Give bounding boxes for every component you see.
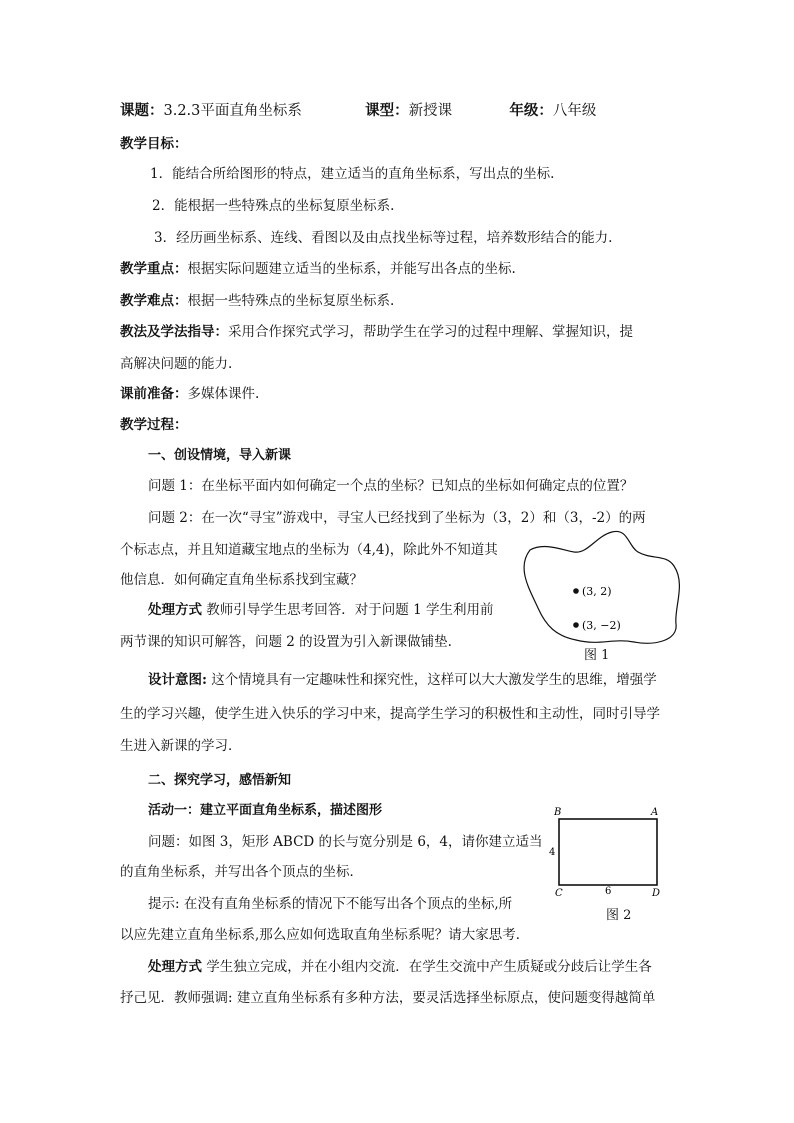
section2-title: 二、探究学习，感悟新知: [148, 773, 292, 788]
objective-item-3: 3．经历画坐标系、连线、看图以及由点找坐标等过程，培养数形结合的能力.: [154, 230, 613, 246]
section2-handle-label: 处理方式: [148, 959, 202, 975]
key-point-text: 根据实际问题建立适当的坐标系，并能写出各点的坐标.: [187, 261, 516, 277]
section2-q-line2: 的直角坐标系，并写出各个顶点的坐标．: [120, 864, 363, 880]
section2-handle-line1: [148, 957, 652, 977]
section1-q2-line3: 他信息．如何确定直角坐标系找到宝藏？: [120, 572, 363, 588]
point-3-2: [573, 588, 579, 594]
section1-intent-line1: [148, 670, 657, 690]
section1-q2-line2: 个标志点，并且知道藏宝地点的坐标为（4,4)，除此外不知道其: [120, 542, 498, 558]
method-line-2: 高解决问题的能力.: [120, 356, 233, 372]
height-label: 4: [549, 847, 556, 858]
section1-intent-line3: 生进入新课的学习．: [120, 738, 242, 754]
section1-handle-line2: 两节课的知识可解答，问题 2 的设置为引入新课做铺垫.: [120, 634, 452, 650]
section1-handle-text: 教师引导学生思考回答．对于问题 1 学生利用前: [206, 602, 494, 618]
vertex-d-label: D: [652, 888, 661, 899]
section2-hint-line2: 以应先建立直角坐标系,那么应如何选取直角坐标系呢？请大家思考．: [120, 927, 530, 943]
section1-title: 一、创设情境，导入新课: [148, 448, 292, 463]
lesson-label: 课题：: [120, 102, 164, 119]
grade-value: 八年级: [552, 103, 597, 119]
key-point-label: 教学重点：: [120, 261, 188, 277]
section1-q2-line1: 问题 2：在一次“寻宝”游戏中，寻宝人已经找到了坐标为（3，2）和（3，-2）的两: [148, 510, 646, 526]
method-line-1: [120, 322, 633, 342]
section2-q-line1: 问题：如图 3，矩形 ABCD 的长与宽分别是 6，4，请你建立适当: [148, 834, 543, 850]
type-label: 课型：: [365, 102, 409, 119]
objective-item-2: 2．能根据一些特殊点的坐标复原坐标系.: [152, 198, 395, 214]
section2-hint-line1: 提示: 在没有直角坐标系的情况下不能写出各个顶点的坐标,所: [148, 896, 513, 912]
vertex-b-label: B: [554, 807, 562, 818]
prep: [120, 384, 259, 404]
lesson-value: 3.2.3平面直角坐标系: [163, 103, 302, 119]
process-heading: 教学过程：: [120, 417, 188, 433]
key-point: [120, 259, 516, 279]
section1-intent-text: 这个情境具有一定趣味性和探究性，这样可以大大激发学生的思维，增强学: [211, 672, 657, 688]
section2-activity: 活动一：建立平面直角坐标系，描述图形: [148, 803, 383, 818]
section2-handle-text: 学生独立完成，并在小组内交流．在学生交流中产生质疑或分歧后让学生各: [206, 959, 652, 975]
figure-2-caption: 图 2: [606, 908, 632, 923]
grade-label: 年级：: [509, 102, 553, 119]
method-label: 教法及学法指导：: [120, 324, 228, 340]
prep-text: 多媒体课件.: [187, 386, 260, 402]
type-value: 新授课: [408, 103, 453, 119]
section1-handle-line1: [148, 600, 493, 620]
section1-intent-label: 设计意图:: [148, 672, 207, 688]
difficulty-label: 教学难点：: [120, 293, 188, 309]
section2-handle-line2: 抒己见．教师强调: 建立直角坐标系有多种方法，要灵活选择坐标原点，使问题变得越简单: [120, 990, 656, 1006]
point-3-neg2-label: (3, −2): [582, 619, 621, 632]
section1-handle-label: 处理方式: [148, 602, 202, 618]
objective-item-1: 1．能结合所给图形的特点，建立适当的直角坐标系，写出点的坐标.: [150, 166, 555, 182]
point-3-neg2: [573, 622, 579, 628]
lesson-header: [120, 101, 596, 121]
rectangle-abcd: [559, 819, 657, 885]
difficulty: [120, 291, 394, 311]
difficulty-text: 根据一些特殊点的坐标复原坐标系.: [187, 293, 395, 309]
section1-intent-line2: 生的学习兴趣，使学生进入快乐的学习中来，提高学生学习的积极性和主动性，同时引导学: [120, 706, 660, 722]
objectives-heading: 教学目标：: [120, 136, 188, 152]
method-text-1: 采用合作探究式学习，帮助学生在学习的过程中理解、掌握知识，提: [228, 324, 633, 340]
figure-1-caption: 图 1: [584, 648, 610, 663]
width-label: 6: [605, 886, 612, 897]
prep-label: 课前准备：: [120, 386, 188, 402]
point-3-2-label: (3, 2): [582, 585, 612, 598]
section1-q1: 问题 1：在坐标平面内如何确定一个点的坐标？已知点的坐标如何确定点的位置？: [148, 478, 634, 494]
vertex-a-label: A: [651, 807, 659, 818]
vertex-c-label: C: [555, 888, 563, 899]
